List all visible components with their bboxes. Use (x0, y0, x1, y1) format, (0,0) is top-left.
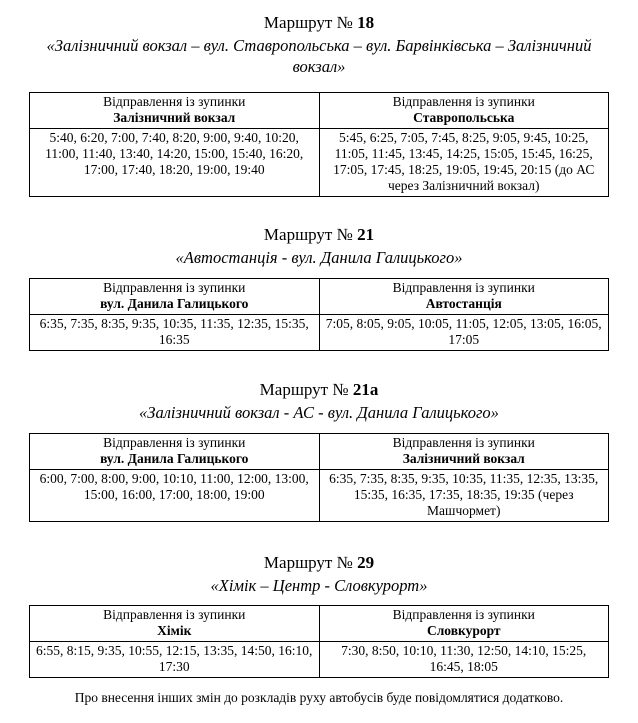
departure-times: 5:40, 6:20, 7:00, 7:40, 8:20, 9:00, 9:40, 10:20, 11:00, 11:40, 13:40, 14:20, 15:00, 15:40, 16:20, 17:00, 17:40, 18:20, 19:00, 19:40 (45, 130, 304, 177)
route-29-table (29, 605, 609, 678)
times-cell (319, 129, 609, 197)
route-number: 18 (357, 13, 375, 32)
table-header-cell (319, 434, 609, 470)
times-cell (319, 642, 609, 678)
header-label: Відправлення із зупинки (103, 280, 246, 295)
route-21-heading (0, 225, 638, 268)
stop-name: Хімік (157, 623, 192, 638)
departure-times: 6:35, 7:35, 8:35, 9:35, 10:35, 11:35, 12:35, 15:35, 16:35 (39, 316, 309, 347)
route-number: 21а (352, 380, 379, 399)
stop-name: Залізничний вокзал (113, 110, 236, 125)
header-label: Відправлення із зупинки (392, 94, 535, 109)
table-row (30, 434, 609, 470)
route-number: 29 (357, 553, 375, 572)
stop-name: вул. Данила Галицького (100, 451, 249, 466)
route-title-prefix: Маршрут № (259, 380, 353, 399)
times-cell (30, 129, 320, 197)
table-row (30, 279, 609, 315)
times-cell (30, 315, 320, 351)
table-header-cell (30, 606, 320, 642)
header-label: Відправлення із зупинки (392, 435, 535, 450)
header-label: Відправлення із зупинки (103, 435, 246, 450)
stop-name: Автостанція (425, 296, 502, 311)
route-title-prefix: Маршрут № (263, 553, 358, 572)
departure-times: 7:30, 8:50, 10:10, 11:30, 12:50, 14:10, 15:25, 16:45, 18:05 (341, 643, 587, 674)
route-name: «Автостанція - вул. Данила Галицького» (175, 248, 463, 267)
times-cell (30, 470, 320, 522)
times-cell (30, 642, 320, 678)
stop-name: Ставропольська (413, 110, 515, 125)
route-title-prefix: Маршрут № (263, 13, 358, 32)
route-21-table (29, 278, 609, 351)
table-row (30, 470, 609, 522)
times-cell (319, 315, 609, 351)
table-header-cell (30, 93, 320, 129)
departure-times: 5:45, 6:25, 7:05, 7:45, 8:25, 9:05, 9:45, 10:25, 11:05, 11:45, 13:45, 14:25, 15:05, 15:45, 16:25, 17:05, 17:45, 18:25, 19:05, 19:45, 20:15 (до АС через Залізничний вокзал) (333, 130, 595, 193)
table-header-cell (319, 93, 609, 129)
route-29-heading (0, 553, 638, 596)
route-21a-table (29, 433, 609, 522)
departure-times: 6:55, 8:15, 9:35, 10:55, 12:15, 13:35, 14:50, 16:10, 17:30 (36, 643, 313, 674)
route-21a-heading (0, 380, 638, 423)
stop-name: вул. Данила Галицького (100, 296, 249, 311)
footer-note: Про внесення інших змін до розкладів руху автобусів буде повідомлятися додатково. (74, 690, 564, 705)
route-name: «Залізничний вокзал – вул. Ставропольська – вул. Барвінківська – Залізничний вокзал» (46, 36, 592, 76)
departure-times: 6:00, 7:00, 8:00, 9:00, 10:10, 11:00, 12:00, 13:00, 15:00, 16:00, 17:00, 18:00, 19:00 (39, 471, 309, 502)
departure-times: 6:35, 7:35, 8:35, 9:35, 10:35, 11:35, 12:35, 13:35, 15:35, 16:35, 17:35, 18:35, 19:35 (через Машчормет) (329, 471, 599, 518)
table-row (30, 129, 609, 197)
route-title (0, 225, 638, 245)
table-row (30, 606, 609, 642)
stop-name: Залізничний вокзал (402, 451, 525, 466)
route-18-table (29, 92, 609, 197)
table-header-cell (319, 279, 609, 315)
route-name: «Залізничний вокзал - АС - вул. Данила Галицького» (139, 403, 499, 422)
header-label: Відправлення із зупинки (392, 280, 535, 295)
table-row (30, 315, 609, 351)
table-header-cell (30, 434, 320, 470)
route-title (0, 13, 638, 33)
stop-name: Словкурорт (426, 623, 501, 638)
route-18-heading (0, 13, 638, 77)
table-row (30, 93, 609, 129)
route-title (0, 380, 638, 400)
header-label: Відправлення із зупинки (392, 607, 535, 622)
header-label: Відправлення із зупинки (103, 607, 246, 622)
route-title (0, 553, 638, 573)
table-header-cell (30, 279, 320, 315)
table-row (30, 642, 609, 678)
header-label: Відправлення із зупинки (103, 94, 246, 109)
route-number: 21 (357, 225, 375, 244)
table-header-cell (319, 606, 609, 642)
route-name: «Хімік – Центр - Словкурорт» (210, 576, 428, 595)
times-cell (319, 470, 609, 522)
route-title-prefix: Маршрут № (263, 225, 358, 244)
departure-times: 7:05, 8:05, 9:05, 10:05, 11:05, 12:05, 13:05, 16:05, 17:05 (325, 316, 602, 347)
